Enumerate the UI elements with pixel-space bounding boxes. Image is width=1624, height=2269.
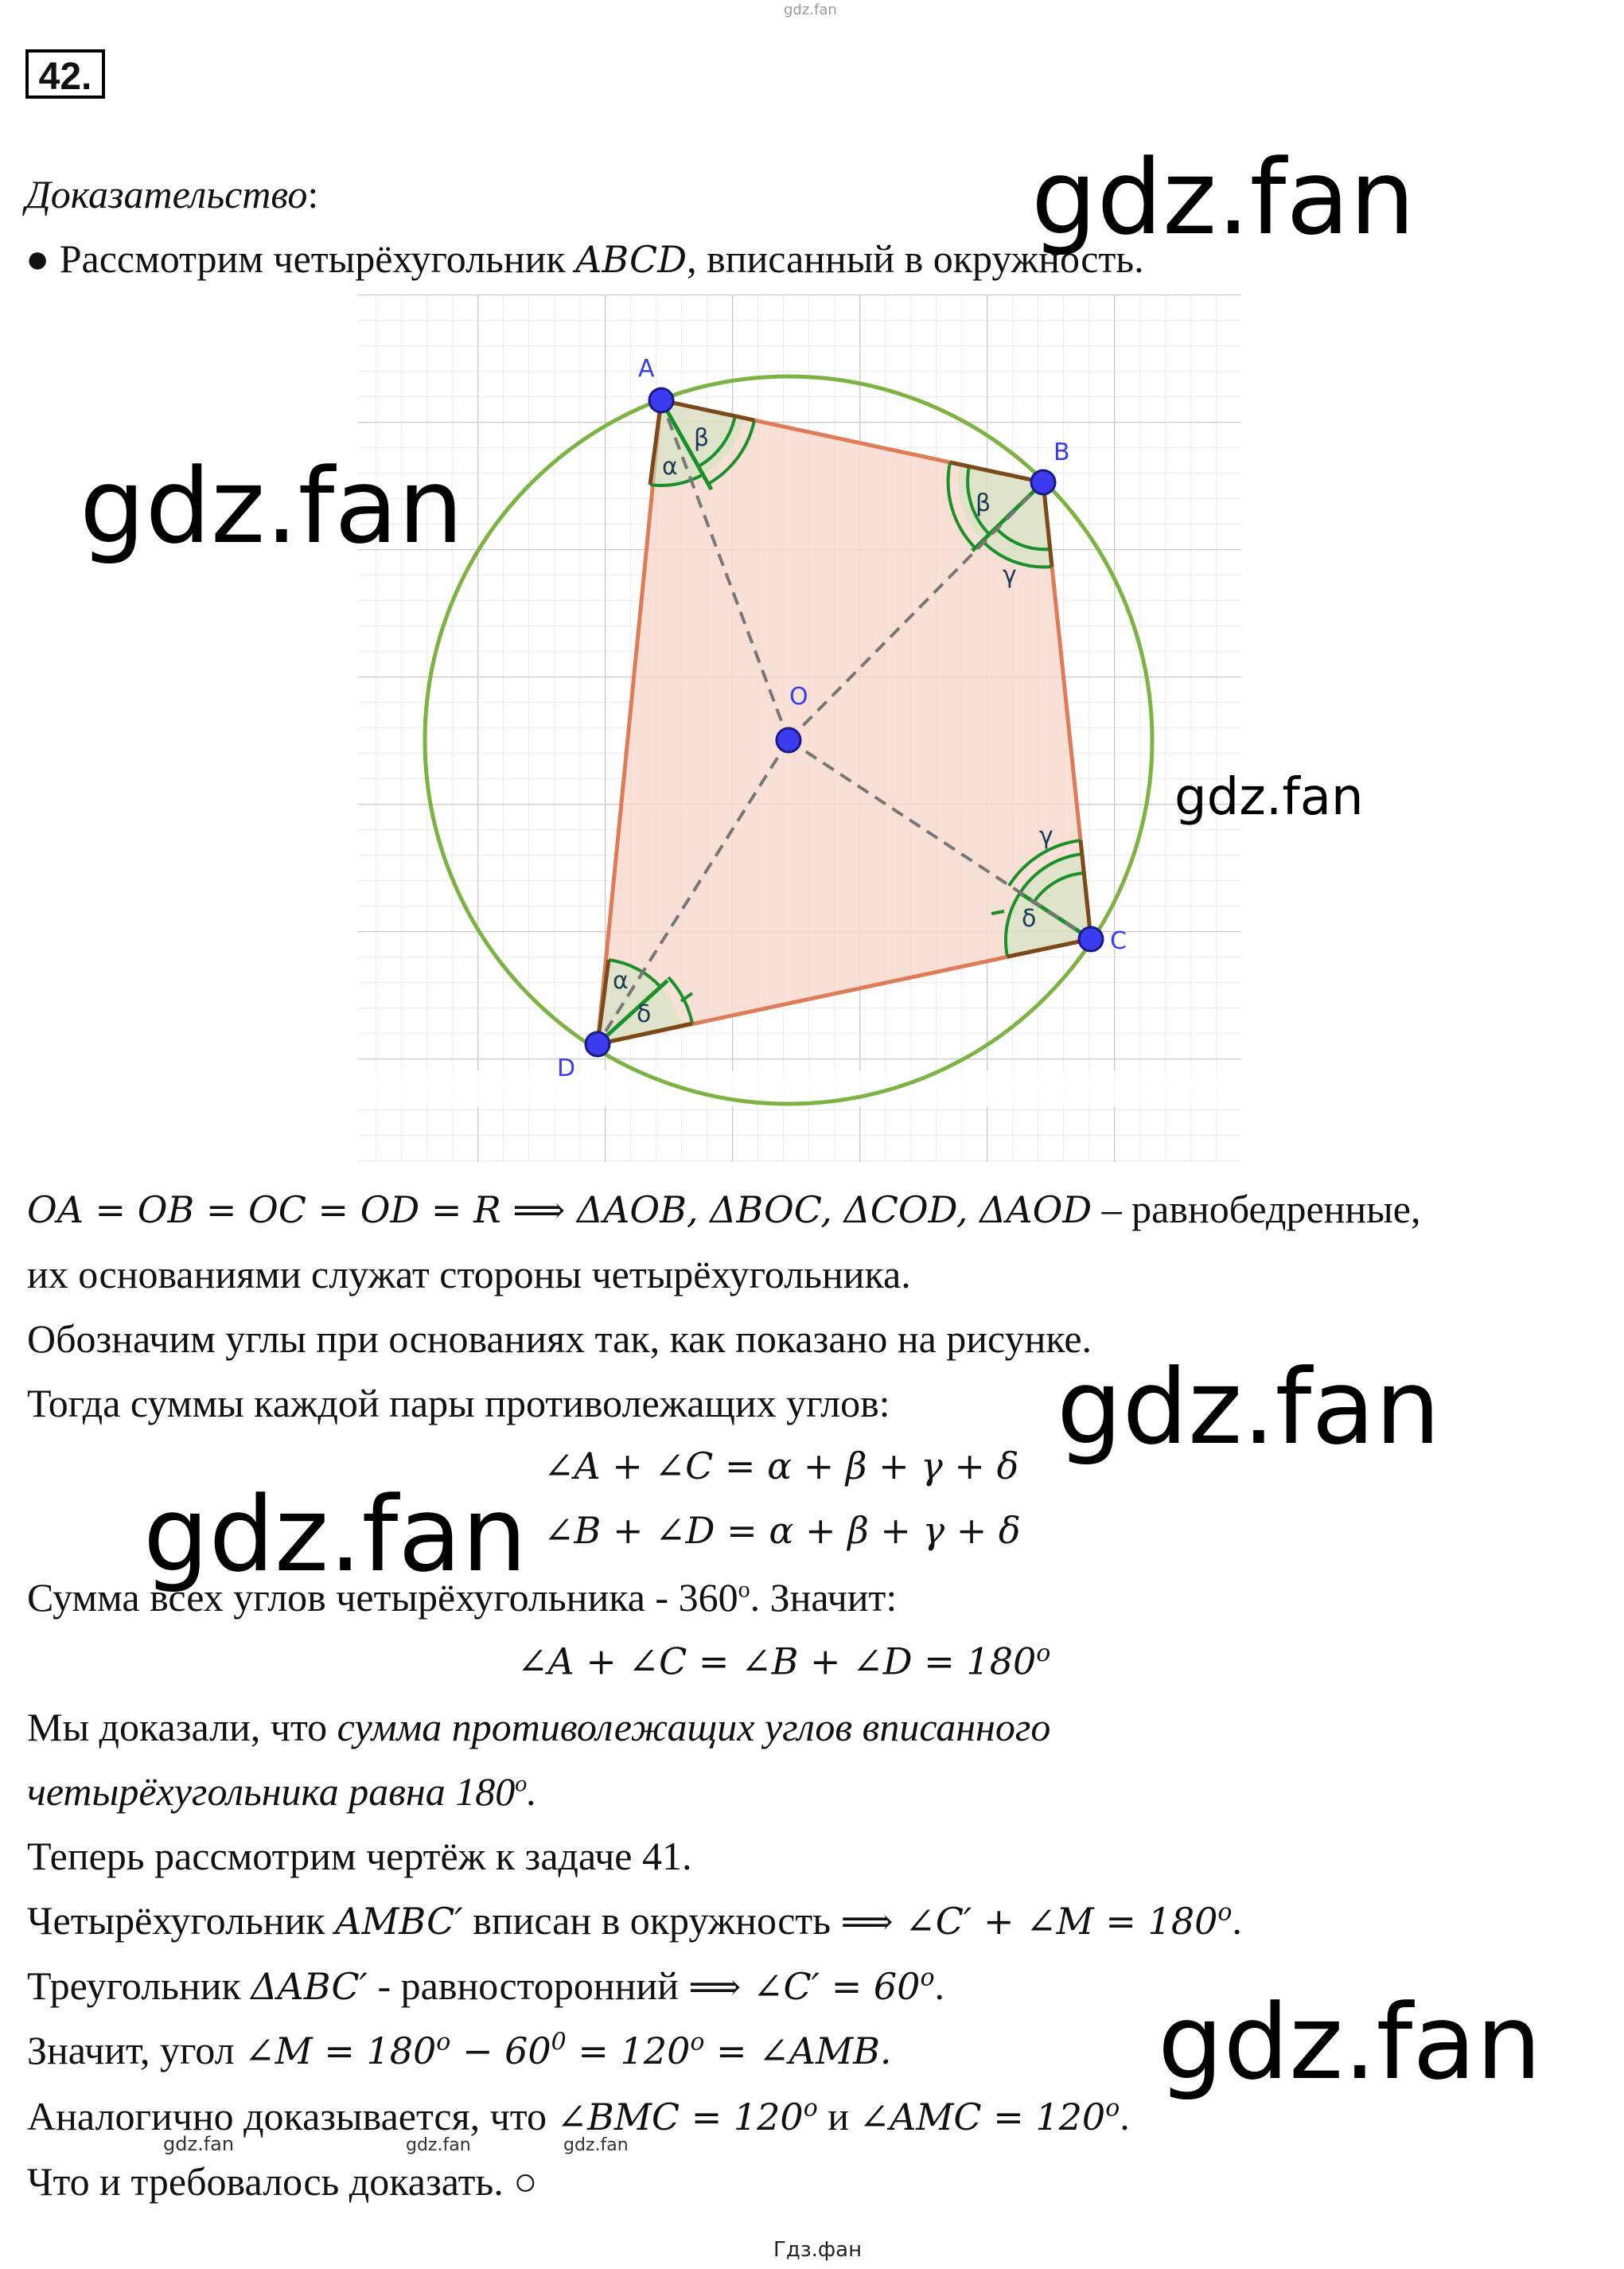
watermark-4: gdz.fan (1057, 1347, 1441, 1468)
line-10-deg: o (920, 1963, 935, 1992)
line-6-italic: сумма противолежащих углов вписанного (337, 1705, 1051, 1749)
equation-1: ∠A + ∠C = α + β + γ + δ (543, 1444, 1019, 1487)
line-7-italic: четырёхугольника равна 180 (27, 1769, 516, 1814)
angle-letter-delta-d: δ (637, 1000, 652, 1028)
line-11-eq2: − 60 (450, 2029, 551, 2072)
watermark-6: gdz.fan (1158, 1982, 1542, 2103)
footer-mark-3: gdz.fan (563, 2135, 629, 2155)
label-d: D (557, 1055, 576, 1082)
line-4: Тогда суммы каждой пары противолежащих углов: (27, 1381, 890, 1425)
label-c: C (1110, 927, 1127, 955)
line-9-end: . (1232, 1898, 1242, 1943)
line-10-eq: ⟹ ∠C′ = 60 (688, 1965, 921, 2008)
bullet-dot: ● (25, 236, 50, 281)
watermark-5: gdz.fan (143, 1474, 528, 1595)
bullet-abcd: ABCD (575, 238, 687, 281)
watermark-2: gdz.fan (80, 446, 464, 567)
line-8: Теперь рассмотрим чертёж к задаче 41. (27, 1834, 692, 1878)
line-12-d2: o (1105, 2094, 1120, 2123)
line-11-eq4: = ∠AMB. (704, 2029, 892, 2072)
line-9-math: AMBC′ (335, 1900, 463, 1943)
angle-letter-alpha-d: α (613, 967, 629, 995)
line-5-deg: o (738, 1576, 750, 1603)
line-11-d1: o (436, 2028, 451, 2057)
top-watermark: gdz.fan (784, 2, 837, 18)
label-o: O (789, 683, 808, 711)
line-7-deg: o (515, 1770, 528, 1797)
line-7 (27, 1768, 537, 1815)
line-1-text: – равнобедренные, (1092, 1187, 1421, 1231)
line-12-eq: ∠BMC = 120 (556, 2096, 804, 2138)
line-11-pre: Значит, угол (27, 2028, 245, 2072)
equation-3-text: ∠A + ∠C = ∠B + ∠D = 180 (517, 1639, 1037, 1683)
equation-3 (517, 1639, 1050, 1682)
line-9-mid: вписан в окружность (462, 1898, 841, 1943)
watermark-1: gdz.fan (1031, 137, 1416, 258)
line-1-math: OA = OB = OC = OD = R ⟹ ΔAOB, ΔBOC, ΔCOD, ΔAOD (27, 1188, 1092, 1231)
bullet-line (25, 236, 1144, 282)
line-12-and: и (817, 2094, 859, 2138)
line-9 (27, 1897, 1242, 1943)
point-o (777, 728, 800, 752)
line-5-tail: . Значит: (750, 1575, 898, 1620)
line-2: их основаниями служат стороны четырёхугольника. (27, 1252, 911, 1296)
angle-letter-gamma-c: γ (1039, 822, 1053, 850)
line-10 (27, 1963, 944, 2009)
footer-mark-2: gdz.fan (406, 2135, 471, 2155)
proof-heading-text: Доказательство (25, 172, 308, 216)
point-a (649, 388, 673, 412)
line-10-mid: - равносторонний (368, 1963, 689, 2008)
line-9-pre: Четырёхугольник (27, 1898, 336, 1943)
point-c (1079, 927, 1103, 951)
point-d (586, 1032, 609, 1056)
equation-2: ∠B + ∠D = α + β + γ + δ (543, 1509, 1021, 1552)
line-12-end: . (1120, 2094, 1130, 2138)
grid-fade-strip (350, 1070, 1249, 1106)
angle-letter-gamma-b: γ (1003, 561, 1017, 589)
equation-3-deg: o (1036, 1639, 1051, 1667)
line-10-pre: Треугольник (27, 1963, 251, 2008)
line-10-math: ΔABC′ (251, 1965, 368, 2008)
bullet-text-post: , вписанный в окружность. (687, 236, 1144, 281)
label-b: B (1053, 439, 1070, 466)
proof-heading-colon: : (307, 172, 319, 216)
line-10-end: . (934, 1963, 945, 2008)
line-12-d1: o (803, 2094, 818, 2123)
angle-letter-beta-b: β (976, 489, 991, 517)
line-11-d2: 0 (551, 2028, 567, 2057)
line-11-d3: o (690, 2028, 705, 2057)
angle-letter-beta-a: β (694, 424, 710, 452)
bullet-text-pre: Рассмотрим четырёхугольник (59, 236, 576, 281)
angle-letter-alpha-a: α (662, 453, 678, 481)
line-12-pre: Аналогично доказывается, что (27, 2094, 557, 2138)
line-9-eq: ⟹ ∠C′ + ∠M = 180 (840, 1900, 1218, 1943)
line-5-text: Сумма всех углов четырёхугольника - 360 (27, 1575, 738, 1620)
footer-text: Гдз.фан (773, 2238, 863, 2262)
line-6-pre: Мы доказали, что (27, 1705, 337, 1749)
inscribed-quadrilateral-figure (350, 294, 1249, 1170)
proof-heading (25, 171, 318, 217)
point-b (1031, 470, 1055, 494)
watermark-3: gdz.fan (1174, 768, 1364, 827)
label-a: A (638, 355, 655, 383)
line-1 (27, 1186, 1420, 1232)
angle-letter-delta-c: δ (1022, 905, 1037, 933)
line-11-eq3: = 120 (566, 2029, 691, 2072)
line-11 (27, 2027, 892, 2073)
problem-number: 42. (25, 49, 105, 99)
line-11-eq: ∠M = 180 (244, 2029, 437, 2072)
line-13: Что и требовалось доказать. ○ (27, 2159, 538, 2204)
line-6 (27, 1704, 1050, 1750)
footer-mark-1: gdz.fan (163, 2133, 235, 2155)
line-3: Обозначим углы при основаниях так, как показано на рисунке. (27, 1316, 1092, 1361)
line-9-deg: o (1217, 1898, 1233, 1927)
line-12-eq2: ∠AMC = 120 (859, 2096, 1106, 2138)
line-7-end: . (527, 1769, 537, 1814)
